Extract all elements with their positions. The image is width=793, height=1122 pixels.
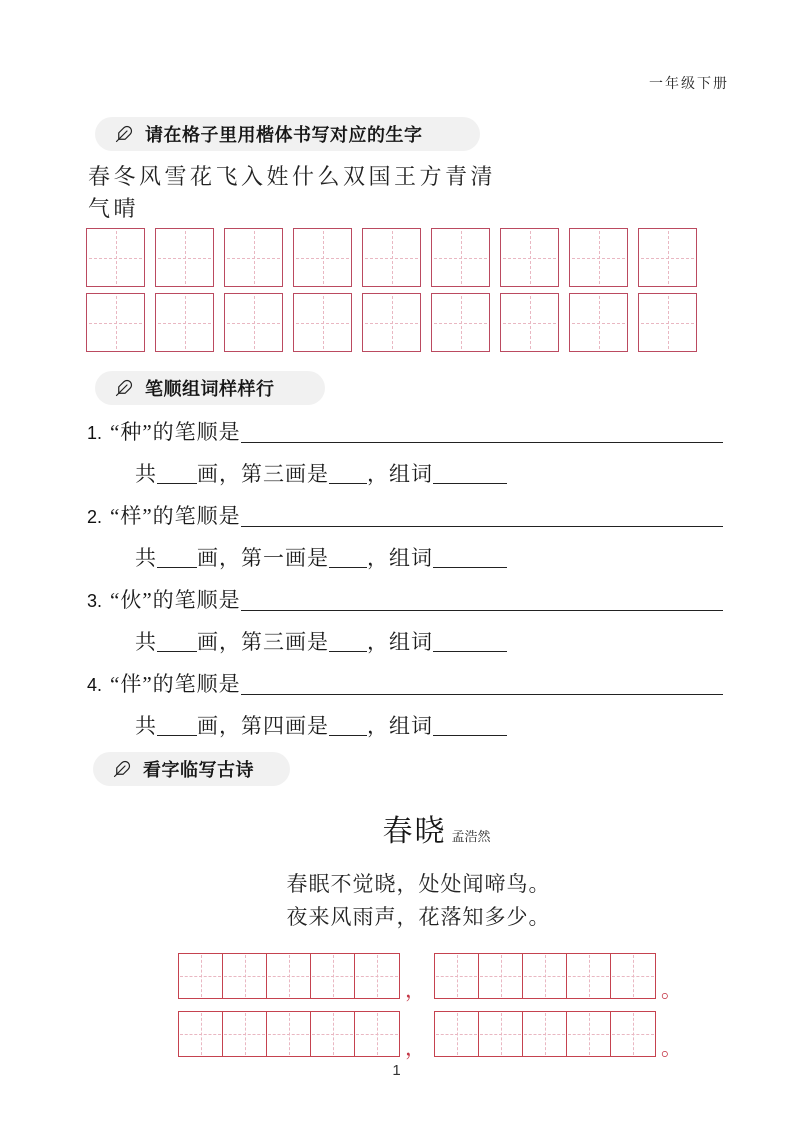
tianzige-cell[interactable] [86,293,145,352]
sub-label: ，组词 [367,546,433,570]
question-2 [87,501,723,581]
section2-title: 笔顺组词样样行 [145,379,275,399]
word-formation-blank[interactable] [433,735,507,736]
question-prompt: 的笔顺是 [152,504,241,528]
sub-label: 画，第三画是 [197,462,329,486]
tianzige-cell[interactable] [435,954,479,998]
tianzige-cell[interactable] [179,1012,223,1056]
tianzige-cell[interactable] [431,293,490,352]
question-1 [87,417,723,497]
poem-copy-strip [434,953,656,999]
tianzige-cell[interactable] [500,293,559,352]
stroke-order-answer-blank[interactable] [241,694,723,695]
tianzige-cell[interactable] [155,228,214,287]
sub-label: 画，第三画是 [197,630,329,654]
tianzige-cell[interactable] [479,1012,523,1056]
tianzige-cell[interactable] [611,954,655,998]
tianzige-cell[interactable] [224,293,283,352]
comma-mark: ， [405,1036,426,1060]
stroke-count-blank[interactable] [157,483,197,484]
section1-title: 请在格子里用楷体书写对应的生字 [145,125,423,145]
question-prompt: 的笔顺是 [152,672,241,696]
tianzige-cell[interactable] [86,228,145,287]
tianzige-cell[interactable] [431,228,490,287]
tianzige-cell[interactable] [569,228,628,287]
word-formation-blank[interactable] [433,567,507,568]
question-character: “种” [110,420,153,444]
question-prompt: 的笔顺是 [152,420,241,444]
question-4 [87,669,723,749]
question-3 [87,585,723,665]
tianzige-cell[interactable] [479,954,523,998]
tianzige-cell[interactable] [435,1012,479,1056]
tianzige-cell[interactable] [638,228,697,287]
tianzige-cell[interactable] [611,1012,655,1056]
quill-icon [113,760,131,778]
sub-label: 共 [135,462,157,486]
nth-stroke-blank[interactable] [329,567,367,568]
question-character: “伴” [110,672,153,696]
tianzige-cell[interactable] [355,1012,399,1056]
poem-copy-row [178,1011,690,1060]
tianzige-cell[interactable] [362,293,421,352]
sub-label: 共 [135,546,157,570]
question-number: 4. [87,675,103,695]
tianzige-cell[interactable] [224,228,283,287]
tianzige-cell[interactable] [267,1012,311,1056]
question-character: “样” [110,504,153,528]
section2-header [95,371,325,405]
section3-title: 看字临写古诗 [143,760,254,780]
poem-copy-row [178,953,690,1002]
tianzige-cell[interactable] [523,1012,567,1056]
tianzige-cell[interactable] [355,954,399,998]
tianzige-cell[interactable] [223,954,267,998]
nth-stroke-blank[interactable] [329,483,367,484]
poem-copy-strip [434,1011,656,1057]
tianzige-cell[interactable] [567,1012,611,1056]
poem-title: 春晓 [382,815,447,848]
quill-icon [115,125,133,143]
tianzige-cell[interactable] [362,228,421,287]
hanzi-writing-grid [86,228,697,358]
poem-title-row [0,806,793,850]
tianzige-cell[interactable] [179,954,223,998]
tianzige-cell[interactable] [500,228,559,287]
poem-copy-strip [178,953,400,999]
grade-volume-label: 一年级下册 [649,77,729,92]
tianzige-cell[interactable] [569,293,628,352]
stroke-count-blank[interactable] [157,567,197,568]
tianzige-cell[interactable] [311,954,355,998]
tianzige-row [86,293,697,352]
stroke-count-blank[interactable] [157,735,197,736]
tianzige-cell[interactable] [293,293,352,352]
sub-label: ，组词 [367,462,433,486]
question-number: 2. [87,507,103,527]
tianzige-cell[interactable] [155,293,214,352]
quill-icon [115,379,133,397]
word-formation-blank[interactable] [433,483,507,484]
sub-label: ，组词 [367,630,433,654]
stroke-count-blank[interactable] [157,651,197,652]
sub-label: 画，第四画是 [197,714,329,738]
question-prompt: 的笔顺是 [152,588,241,612]
tianzige-cell[interactable] [223,1012,267,1056]
poem-copy-strip [178,1011,400,1057]
section1-header [95,117,480,151]
section3-header [93,752,290,786]
tianzige-cell[interactable] [293,228,352,287]
poem-line: 春眠不觉晓，处处闻啼鸟。 [286,872,551,896]
question-character: “伙” [110,588,153,612]
tianzige-cell[interactable] [638,293,697,352]
sub-label: 共 [135,714,157,738]
stroke-order-answer-blank[interactable] [241,442,723,443]
tianzige-row [86,228,697,287]
stroke-order-answer-blank[interactable] [241,610,723,611]
tianzige-cell[interactable] [267,954,311,998]
sub-label: 共 [135,630,157,654]
period-mark: 。 [661,978,682,1002]
question-number: 3. [87,591,103,611]
tianzige-cell[interactable] [311,1012,355,1056]
tianzige-cell[interactable] [567,954,611,998]
nth-stroke-blank[interactable] [329,735,367,736]
sub-label: 画，第一画是 [197,546,329,570]
sub-label: ，组词 [367,714,433,738]
comma-mark: ， [405,978,426,1002]
poem-author: 孟浩然 [451,829,491,844]
new-characters-line1: 春 冬 风 雪 花 飞 入 姓 什 么 双 国 王 方 青 清 [88,164,494,189]
stroke-order-answer-blank[interactable] [241,526,723,527]
period-mark: 。 [661,1036,682,1060]
nth-stroke-blank[interactable] [329,651,367,652]
question-number: 1. [87,423,103,443]
poem-line: 夜来风雨声，花落知多少。 [286,905,551,929]
page-number: 1 [392,1062,401,1079]
new-characters-line2: 气 晴 [88,196,137,221]
tianzige-cell[interactable] [523,954,567,998]
word-formation-blank[interactable] [433,651,507,652]
